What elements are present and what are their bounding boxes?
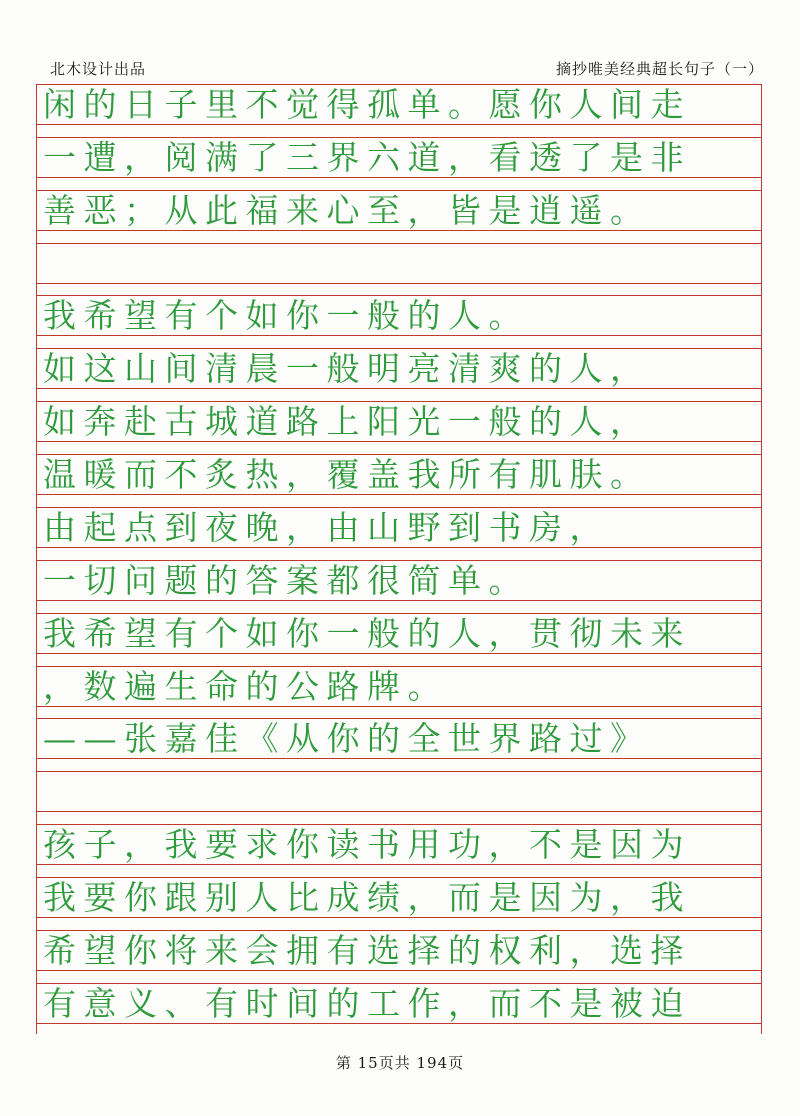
writing-row <box>37 84 761 125</box>
row-text: 我希望有个如你一般的人，贯彻未来 <box>43 613 691 653</box>
writing-row <box>37 877 761 918</box>
row-text: 希望你将来会拥有选择的权利，选择 <box>43 930 691 970</box>
row-text: 有意义、有时间的工作，而不是被迫 <box>43 983 691 1023</box>
publisher-label: 北木设计出品 <box>50 60 147 78</box>
row-text: 如这山间清晨一般明亮清爽的人， <box>43 348 651 388</box>
row-text: 一切问题的答案都很简单。 <box>43 560 529 600</box>
row-text: 如奔赴古城道路上阳光一般的人， <box>43 401 651 441</box>
writing-row <box>37 243 761 284</box>
writing-row <box>37 666 761 707</box>
row-text: 我希望有个如你一般的人。 <box>43 295 529 335</box>
writing-row <box>37 930 761 971</box>
writing-row <box>37 295 761 336</box>
row-text: ——张嘉佳《从你的全世界路过》 <box>43 718 651 758</box>
row-text: 闲的日子里不觉得孤单。愿你人间走 <box>43 84 691 124</box>
writing-row <box>37 718 761 759</box>
page-number: 第 15页共 194页 <box>335 1054 465 1072</box>
page-series-title: 摘抄唯美经典超长句子（一） <box>555 60 764 78</box>
writing-row <box>37 454 761 495</box>
writing-row <box>37 771 761 812</box>
writing-row <box>37 190 761 231</box>
row-text: 一遭，阅满了三界六道，看透了是非 <box>43 137 691 177</box>
writing-row <box>37 401 761 442</box>
row-text: 我要你跟别人比成绩，而是因为，我 <box>43 877 691 917</box>
writing-row <box>37 613 761 654</box>
writing-row <box>37 137 761 178</box>
writing-row <box>37 824 761 865</box>
row-text: 善恶；从此福来心至，皆是逍遥。 <box>43 190 651 230</box>
writing-row <box>37 560 761 601</box>
writing-row <box>37 983 761 1024</box>
writing-row <box>37 507 761 548</box>
writing-grid <box>36 84 762 1034</box>
writing-row <box>37 348 761 389</box>
row-text: 孩子，我要求你读书用功，不是因为 <box>43 824 691 864</box>
row-text: 由起点到夜晚，由山野到书房， <box>43 507 610 547</box>
row-text: 温暖而不炙热，覆盖我所有肌肤。 <box>43 454 651 494</box>
row-text: ，数遍生命的公路牌。 <box>43 666 448 706</box>
